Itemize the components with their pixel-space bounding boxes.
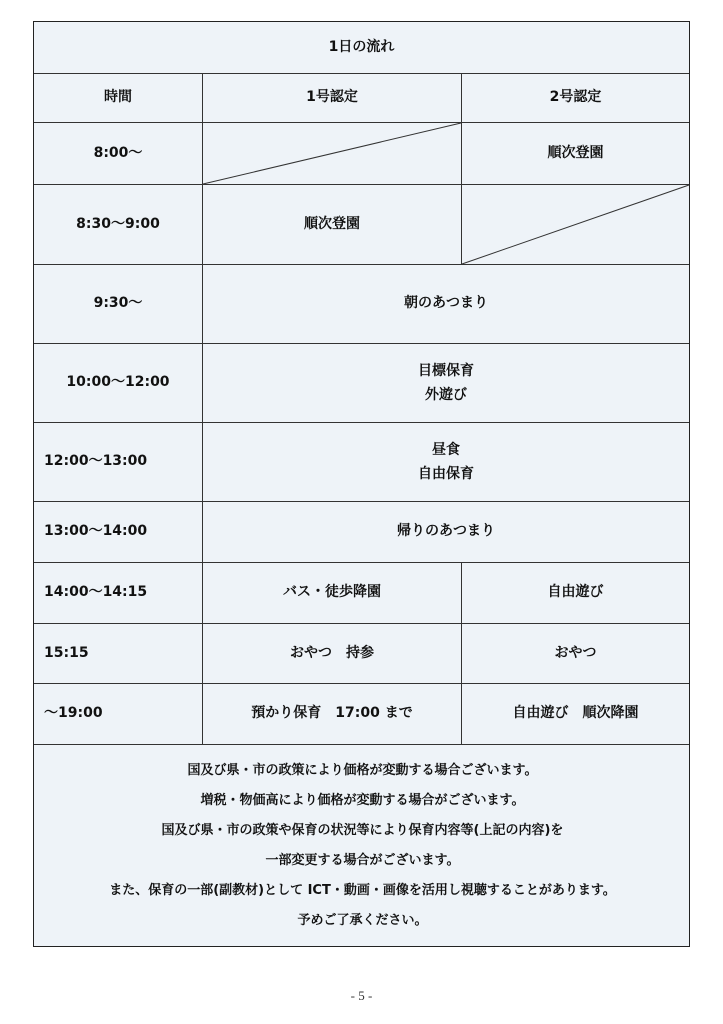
activity-line: 自由保育 — [418, 466, 474, 482]
type1-cell: おやつ 持参 — [290, 644, 374, 661]
header-type1: 1号認定 — [306, 89, 358, 106]
activity-line: 目標保育 — [418, 363, 474, 379]
notes-block — [34, 744, 691, 948]
header-type2: 2号認定 — [549, 89, 602, 106]
empty-cell-diagonal — [462, 185, 689, 264]
daily-schedule-table — [33, 21, 690, 947]
type2-cell: 順次登園 — [547, 144, 604, 161]
time-cell: 14:00～14:15 — [44, 584, 148, 601]
note-line: 国及び県・市の政策や保育の状況等により保育内容等(上記の内容)を — [161, 823, 564, 838]
time-cell: 10:00～12:00 — [66, 374, 170, 391]
note-line: 一部変更する場合がございます。 — [265, 853, 460, 868]
time-cell: 15:15 — [44, 644, 89, 661]
time-cell: 8:00～ — [93, 144, 143, 161]
note-line: 国及び県・市の政策により価格が変動する場合ございます。 — [187, 763, 538, 778]
type2-cell: おやつ — [554, 644, 597, 661]
activity-line: 外遊び — [425, 387, 467, 403]
common-activity-cell: 朝のあつまり — [404, 295, 488, 312]
note-line: 予めご了承ください。 — [297, 913, 428, 928]
table-title: 1日の流れ — [328, 38, 395, 55]
time-cell: 13:00～14:00 — [44, 523, 148, 540]
empty-cell-diagonal — [203, 123, 461, 184]
note-line: また、保育の一部(副教材)として ICT・動画・画像を活用し視聴することがあります。 — [109, 883, 616, 898]
activity-line: 昼食 — [432, 442, 460, 458]
common-activity-cell: 帰りのあつまり — [397, 523, 495, 540]
type1-cell: バス・徒歩降園 — [283, 584, 381, 601]
common-activity-cell — [203, 423, 689, 501]
page-number: - 5 - — [350, 988, 373, 1003]
time-cell: 9:30～ — [93, 295, 143, 312]
time-cell: 8:30～9:00 — [76, 215, 160, 232]
type1-cell: 預かり保育 17:00 まで — [251, 705, 413, 722]
note-line: 増税・物価高により価格が変動する場合がございます。 — [200, 793, 525, 808]
time-cell: 12:00～13:00 — [44, 453, 148, 470]
header-time: 時間 — [104, 89, 132, 106]
type2-cell: 自由遊び 順次降園 — [512, 705, 639, 722]
type1-cell: 順次登園 — [304, 215, 360, 232]
common-activity-cell — [203, 344, 689, 422]
time-cell: ～19:00 — [44, 705, 103, 722]
type2-cell: 自由遊び — [547, 584, 604, 601]
